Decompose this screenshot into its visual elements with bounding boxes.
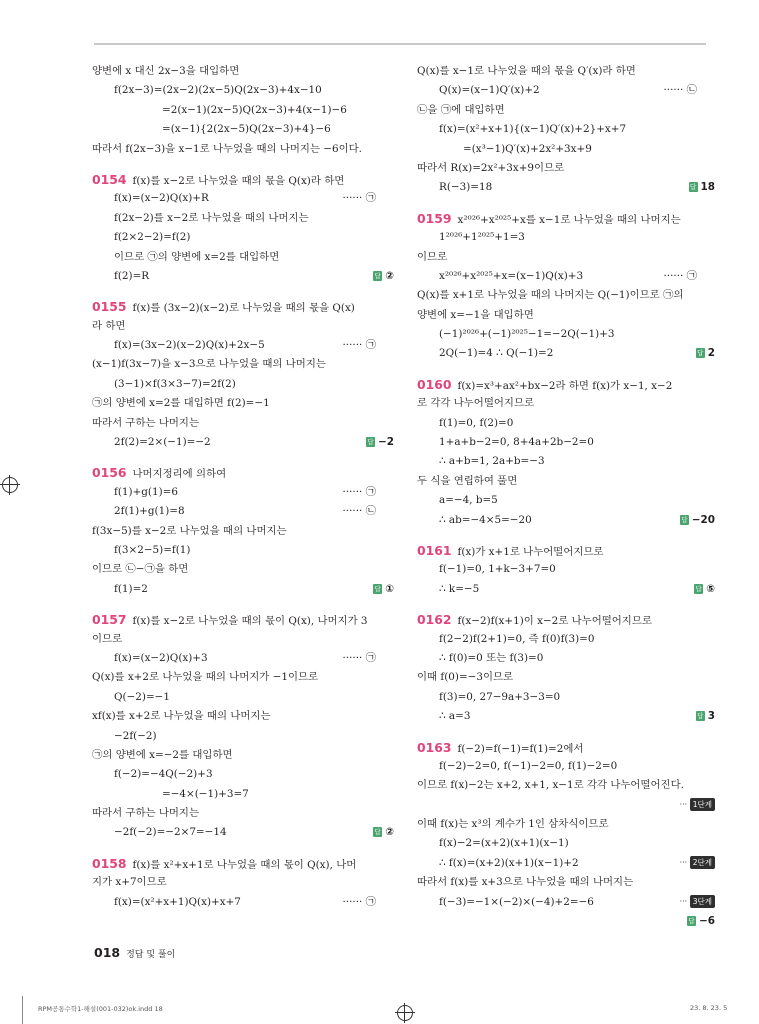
answer-value: 3 [707, 710, 715, 723]
solution-line [92, 228, 394, 247]
line-text: 따라서 구하는 나머지는 [92, 416, 199, 429]
line-text: f(x)를 (3x−2)(x−2)로 나누었을 때의 몫을 Q(x) [132, 302, 355, 315]
line-text: f(x)=(x²+x+1)Q(x)+x+7 [114, 895, 241, 908]
line-text: f(2×2−2)=f(2) [114, 231, 191, 244]
solution-line [417, 178, 715, 197]
solution-line [92, 804, 394, 823]
answer [373, 823, 394, 842]
solution-line [417, 140, 715, 159]
solution-line [417, 912, 715, 931]
answer [680, 511, 715, 530]
answer [687, 912, 715, 931]
equation-tag: ······ ㉠ [342, 485, 376, 498]
line-text: f(−2)=f(−1)=f(1)=2에서 [457, 742, 584, 755]
answer-value: 2 [707, 347, 715, 360]
left-column [92, 62, 394, 912]
line-text: 이므로 ㉠의 양변에 x=2를 대입하면 [114, 250, 280, 263]
page-number: 018 [94, 945, 121, 960]
line-text: f(3)=0, 27−9a+3−3=0 [439, 690, 561, 703]
line-text: f(2x−2)를 x−2로 나누었을 때의 나머지는 [114, 211, 309, 224]
solution-line [417, 796, 715, 815]
solution-line [417, 707, 715, 726]
solution-line [417, 452, 715, 471]
line-text: 이므로 [92, 632, 123, 645]
line-text: xf(x)를 x+2로 나누었을 때의 나머지는 [92, 710, 271, 723]
solution-line [417, 248, 715, 267]
solution-line [92, 873, 394, 892]
answer-badge-icon: 답 [374, 828, 381, 837]
problem-heading-line [92, 297, 394, 316]
line-text: 두 식을 연립하여 풀면 [417, 474, 518, 487]
problem-heading-line [92, 170, 394, 189]
answer-value: 18 [700, 181, 715, 194]
line-text: f(1)=0, f(2)=0 [439, 416, 514, 429]
line-text: −2f(−2) [114, 729, 157, 742]
problem-number: 0155 [92, 299, 127, 315]
line-text: 이때 f(0)=−3이므로 [417, 671, 514, 684]
line-text: f(x)를 x−2로 나누었을 때의 몫이 Q(x), 나머지가 3 [132, 615, 368, 628]
solution-line [417, 757, 715, 776]
line-text: ㉠의 양변에 x=2를 대입하면 f(2)=−1 [92, 397, 270, 410]
line-text: 양변에 x 대신 2x−3을 대입하면 [92, 65, 240, 77]
registration-mark-left [2, 477, 18, 493]
solution-line [92, 140, 394, 159]
line-text: f(−2)=−4Q(−2)+3 [114, 768, 213, 781]
answer-badge-icon: 답 [681, 515, 688, 524]
line-text: a=−4, b=5 [439, 494, 498, 507]
step-badge: 3단계 [690, 895, 715, 908]
problem-number: 0154 [92, 171, 127, 187]
line-text: Q(−2)=−1 [114, 690, 170, 703]
solution-line [417, 325, 715, 344]
line-text: f(−2)−2=0, f(−1)−2=0, f(1)−2=0 [439, 759, 618, 772]
solution-line [92, 688, 394, 707]
solution-line [417, 688, 715, 707]
solution-line [92, 120, 394, 139]
answer-badge-icon: 답 [695, 584, 702, 593]
problem-heading-line [92, 463, 394, 482]
equation-tag: ······ ㉡ [663, 84, 697, 97]
line-text: 나머지정리에 의하여 [132, 468, 227, 481]
problem-number: 0158 [92, 855, 127, 871]
line-text: (−1)²⁰²⁶+(−1)²⁰²⁵−1=−2Q(−1)+3 [439, 328, 615, 341]
answer-badge-icon: 답 [697, 712, 704, 721]
solution-line [92, 707, 394, 726]
section-gap [417, 727, 715, 738]
line-text: 2Q(−1)=4 ∴ Q(−1)=2 [439, 347, 554, 360]
line-text: x²⁰²⁶+x²⁰²⁵+x=(x−1)Q(x)+3 [439, 269, 584, 282]
solution-line [417, 834, 715, 853]
solution-line [92, 101, 394, 120]
line-text: f(2)=R [114, 269, 150, 282]
print-filename: RPM공통수학1-해설(001-032)ok.indd 18 [38, 1005, 163, 1013]
section-gap [92, 159, 394, 170]
line-text: x²⁰²⁶+x²⁰²⁵+x를 x−1로 나누었을 때의 나머지는 [457, 213, 681, 226]
solution-line [92, 483, 394, 502]
solution-line [92, 541, 394, 560]
line-text: f(1)=2 [114, 582, 148, 595]
answer [689, 178, 715, 197]
line-text: 이므로 ㉡−㉠을 하면 [92, 563, 189, 576]
solution-line [417, 472, 715, 491]
line-text: Q(x)를 x−1로 나누었을 때의 몫을 Q′(x)라 하면 [417, 65, 636, 77]
answer-badge-icon: 답 [374, 271, 381, 280]
solution-line [417, 511, 715, 530]
problem-heading-line [92, 854, 394, 873]
answer [366, 433, 394, 452]
answer-value: ② [385, 826, 394, 839]
line-text: (3−1)×f(3×3−7)=2f(2) [114, 377, 236, 390]
solution-line [417, 228, 715, 247]
solution-line [417, 776, 715, 795]
solution-line [417, 630, 715, 649]
line-text: f(x)=x³+ax²+bx−2라 하면 f(x)가 x−1, x−2 [457, 379, 673, 392]
problem-number: 0159 [417, 210, 452, 226]
line-text: ∴ a=3 [439, 710, 471, 723]
solution-line [417, 854, 715, 873]
line-text: 양변에 x=−1을 대입하면 [417, 308, 534, 321]
step-label: ··· 1단계 [680, 798, 715, 811]
solution-line [417, 306, 715, 325]
answer [696, 344, 715, 363]
line-text: R(−3)=18 [439, 181, 493, 194]
line-text: 2f(2)=2×(−1)=−2 [114, 436, 211, 449]
equation-tag: ······ ㉠ [342, 192, 376, 205]
equation-tag: ······ ㉠ [342, 339, 376, 352]
problem-number: 0163 [417, 739, 452, 755]
solution-line [417, 286, 715, 305]
solution-line [92, 785, 394, 804]
line-text: f(x)=(3x−2)(x−2)Q(x)+2x−5 [114, 339, 265, 352]
answer-badge-icon: 답 [689, 183, 697, 192]
line-text: =−4×(−1)+3=7 [162, 787, 249, 800]
line-text: 따라서 R(x)=2x²+3x+9이므로 [417, 161, 565, 174]
answer [696, 707, 715, 726]
problem-heading-line [417, 738, 715, 757]
solution-line [92, 823, 394, 842]
solution-line [417, 668, 715, 687]
line-text: 따라서 f(2x−3)을 x−1로 나누었을 때의 나머지는 −6이다. [92, 142, 362, 155]
section-title: 정답 및 풀이 [126, 950, 176, 960]
solution-line [417, 159, 715, 178]
line-text: 이므로 [417, 250, 448, 263]
line-text: 지가 x+7이므로 [92, 876, 167, 889]
solution-line [92, 355, 394, 374]
line-text: f(x)를 x²+x+1로 나누었을 때의 몫이 Q(x), 나머 [132, 858, 357, 871]
solution-line [92, 317, 394, 336]
problem-heading-line [92, 610, 394, 629]
section-gap [417, 198, 715, 209]
solution-line [92, 560, 394, 579]
line-text: ㉡을 ㉠에 대입하면 [417, 103, 505, 116]
problem-number: 0161 [417, 542, 452, 558]
problem-number: 0156 [92, 465, 127, 481]
line-text: ∴ a+b=1, 2a+b=−3 [439, 455, 545, 468]
solution-line [92, 414, 394, 433]
problem-number: 0157 [92, 612, 127, 628]
answer [373, 267, 394, 286]
problem-heading-line [417, 610, 715, 629]
solution-line [92, 746, 394, 765]
line-text: ∴ f(x)=(x+2)(x+1)(x−1)+2 [439, 856, 579, 869]
line-text: f(x)−2=(x+2)(x+1)(x−1) [439, 837, 569, 850]
solution-line [92, 765, 394, 784]
line-text: f(2−2)f(2+1)=0, 즉 f(0)f(3)=0 [439, 632, 595, 645]
line-text: f(x−2)f(x+1)이 x−2로 나누어떨어지므로 [457, 615, 652, 628]
line-text: (x−1)f(3x−7)을 x−3으로 나누었을 때의 나머지는 [92, 358, 326, 371]
equation-tag: ······ ㉠ [342, 895, 376, 908]
solution-line [417, 414, 715, 433]
section-gap [417, 364, 715, 375]
line-text: 2f(1)+g(1)=8 [114, 505, 185, 518]
solution-line [92, 433, 394, 452]
answer-badge-icon: 답 [367, 438, 374, 447]
line-text: f(3×2−5)=f(1) [114, 543, 191, 556]
solution-line [92, 727, 394, 746]
answer-value: ⑤ [706, 582, 715, 595]
solution-line [92, 522, 394, 541]
print-date: 23. 8. 23. 5 [690, 1004, 728, 1012]
solution-line [92, 189, 394, 208]
line-text: =(x−1){2(2x−5)Q(2x−3)+4}−6 [162, 123, 331, 136]
line-text: 따라서 f(x)를 x+3으로 나누었을 때의 나머지는 [417, 876, 634, 889]
line-text: f(x)=(x−2)Q(x)+R [114, 192, 209, 205]
solution-line [92, 209, 394, 228]
line-text: f(−1)=0, 1+k−3+7=0 [439, 563, 556, 576]
section-gap [92, 452, 394, 463]
section-gap [417, 599, 715, 610]
section-gap [92, 843, 394, 854]
equation-tag: ······ ㉠ [342, 651, 376, 664]
solution-line [92, 248, 394, 267]
right-column [417, 62, 715, 931]
solution-line [417, 101, 715, 120]
line-text: 로 각각 나누어떨어지므로 [417, 397, 535, 410]
answer-value: ① [385, 582, 394, 595]
solution-line [92, 893, 394, 912]
step-label: ··· 2단계 [680, 856, 715, 869]
solution-line [92, 375, 394, 394]
line-text: 1²⁰²⁶+1²⁰²⁵+1=3 [439, 231, 525, 244]
solution-line [92, 649, 394, 668]
answer-value: −20 [691, 513, 715, 526]
line-text: Q(x)를 x+1로 나누었을 때의 나머지는 Q(−1)이므로 ㉠의 [417, 289, 684, 302]
solution-line [417, 433, 715, 452]
step-badge: 1단계 [690, 798, 715, 811]
solution-line [92, 630, 394, 649]
solution-line [417, 873, 715, 892]
line-text: ∴ ab=−4×5=−20 [439, 513, 532, 526]
section-gap [92, 599, 394, 610]
solution-line [417, 815, 715, 834]
line-text: =2(x−1)(2x−5)Q(2x−3)+4(x−1)−6 [162, 103, 347, 116]
solution-line [92, 81, 394, 100]
line-text: ∴ k=−5 [439, 582, 480, 595]
line-text: 라 하면 [92, 319, 126, 332]
answer-value: −2 [378, 436, 394, 449]
crop-mark [22, 996, 23, 1024]
line-text: Q(x)를 x+2로 나누었을 때의 나머지가 −1이므로 [92, 671, 319, 684]
solution-line [417, 491, 715, 510]
line-text: f(x)가 x+1로 나누어떨어지므로 [457, 545, 604, 558]
answer-badge-icon: 답 [688, 917, 695, 926]
solution-line [92, 502, 394, 521]
line-text: ㉠의 양변에 x=−2를 대입하면 [92, 748, 233, 761]
solution-line [417, 344, 715, 363]
solution-line [92, 394, 394, 413]
section-gap [92, 286, 394, 297]
line-text: 이때 f(x)는 x³의 계수가 1인 삼차식이므로 [417, 818, 609, 831]
registration-mark-bottom [397, 1005, 413, 1021]
problem-number: 0160 [417, 376, 452, 392]
line-text: ∴ f(0)=0 또는 f(3)=0 [439, 651, 544, 664]
top-rule [94, 43, 706, 45]
line-text: f(x)=(x−2)Q(x)+3 [114, 651, 208, 664]
answer-value: −6 [699, 915, 715, 928]
problem-number: 0162 [417, 612, 452, 628]
solution-line [417, 81, 715, 100]
line-text: f(x)=(x²+x+1){(x−1)Q′(x)+2}+x+7 [439, 123, 627, 136]
solution-line [92, 580, 394, 599]
solution-line [92, 267, 394, 286]
page-footer [94, 945, 175, 960]
section-gap [417, 530, 715, 541]
step-label: ··· 3단계 [680, 895, 715, 908]
line-text: f(x)를 x−2로 나누었을 때의 몫을 Q(x)라 하면 [132, 174, 345, 187]
solution-line [92, 668, 394, 687]
line-text: 이므로 f(x)−2는 x+2, x+1, x−1로 각각 나누어떨어진다. [417, 779, 684, 792]
step-badge: 2단계 [690, 856, 715, 869]
problem-heading-line [417, 209, 715, 228]
line-text: 따라서 구하는 나머지는 [92, 807, 199, 820]
answer [694, 580, 715, 599]
solution-line [417, 580, 715, 599]
solution-line [92, 336, 394, 355]
solution-line [417, 62, 715, 81]
line-text: Q(x)=(x−1)Q′(x)+2 [439, 84, 540, 97]
line-text: 1+a+b−2=0, 8+4a+2b−2=0 [439, 436, 594, 449]
solution-line [92, 62, 394, 81]
line-text: f(3x−5)를 x−2로 나누었을 때의 나머지는 [92, 524, 287, 537]
solution-line [417, 267, 715, 286]
line-text: =(x³−1)Q′(x)+2x²+3x+9 [463, 142, 592, 155]
solution-line [417, 120, 715, 139]
line-text: −2f(−2)=−2×7=−14 [114, 826, 227, 839]
line-text: f(2x−3)=(2x−2)(2x−5)Q(2x−3)+4x−10 [114, 84, 322, 97]
solution-line [417, 560, 715, 579]
solution-line [417, 649, 715, 668]
answer-badge-icon: 답 [697, 349, 704, 358]
equation-tag: ······ ㉠ [663, 269, 697, 282]
line-text: f(1)+g(1)=6 [114, 485, 178, 498]
answer [373, 580, 394, 599]
solution-line [417, 394, 715, 413]
equation-tag: ······ ㉡ [342, 505, 376, 518]
answer-badge-icon: 답 [374, 584, 381, 593]
solution-line [417, 893, 715, 912]
problem-heading-line [417, 375, 715, 394]
answer-value: ② [385, 269, 394, 282]
line-text: f(−3)=−1×(−2)×(−4)+2=−6 [439, 895, 594, 908]
problem-heading-line [417, 541, 715, 560]
